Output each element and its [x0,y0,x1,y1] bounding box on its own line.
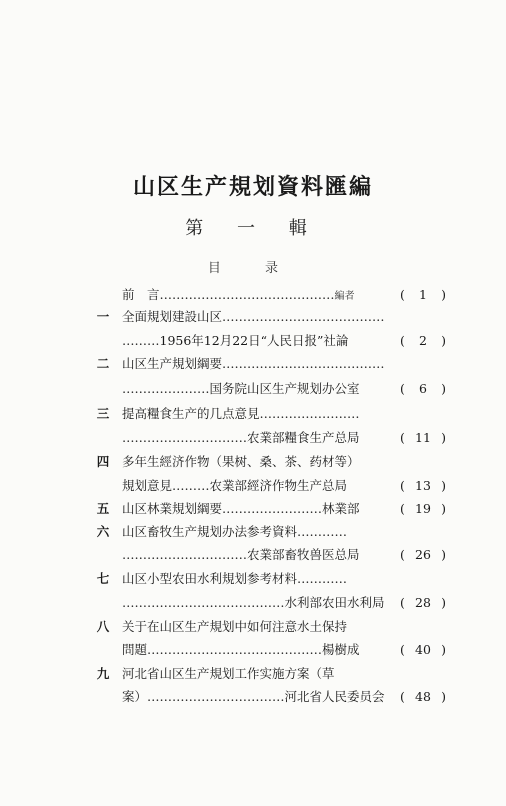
toc-entry-text: 山区小型农田水利規划参考材料………… [122,571,348,586]
toc-entry-page: ( 1 ) [400,284,446,306]
toc-entry-text: 关于在山区生产規划中如何注意水土保持 [122,619,348,634]
toc-entry-text: 全面規划建設山区………………………………… [122,309,385,324]
toc-entry-page: ( 28 ) [400,592,446,614]
toc-entry-number: 五 [96,501,110,516]
book-title: 山区生产規划資料匯編 [132,175,373,200]
toc-entry-page: ( 6 ) [400,378,446,400]
toc-entry-text: 前 言……………………………………編者 [122,287,355,302]
toc-entry-text: 山区林業規划綱要……………………林業部 [122,501,360,516]
toc-entry-text: …………………国务院山区生产规划办公室 [122,381,360,396]
toc-entry-text: ………1956年12月22日“人民日报”社論 [122,333,349,348]
toc-entry-text: 案）……………………………河北省人民委员会 [122,689,385,704]
toc-entry-page: ( 19 ) [400,498,446,520]
toc-entry-text: 河北省山区生产規划工作实施方案（草 [122,666,335,681]
toc-entry-source: 編者 [334,291,355,302]
toc-entry-number: 六 [96,524,110,539]
toc-entry-page: ( 2 ) [400,330,446,352]
volume-label: 第 一 輯 [185,218,321,239]
toc-entry-page: ( 11 ) [400,427,446,449]
toc-entry-page: ( 26 ) [400,544,446,566]
toc-entry-text: 山区畜牧生产規划办法参考資料………… [122,524,348,539]
toc-entry-number: 八 [96,619,110,634]
toc-entry-page: ( 40 ) [400,639,446,661]
toc-heading: 目 录 [207,261,299,276]
toc-entry-text: 山区生产規划綱要………………………………… [122,356,385,371]
toc-entry-page: ( 13 ) [400,475,446,497]
toc-entry-number: 四 [96,454,110,469]
toc-entry-text: 規划意見………农業部經济作物生产总局 [122,478,348,493]
toc-entry-text: 提高糧食生产的几点意見…………………… [122,406,360,421]
toc-entry-text: …………………………农業部畜牧兽医总局 [122,547,360,562]
toc-entry-page: ( 48 ) [400,686,446,708]
toc-entry-number: 一 [96,309,110,324]
toc-entry-number: 三 [96,406,110,421]
toc-entry-text: …………………………农業部糧食生产总局 [122,430,360,445]
toc-entry-number: 九 [96,666,110,681]
toc-entry-text: 多年生經济作物（果树、桑、茶、药材等） [122,454,360,469]
toc-entry-text: …………………………………水利部农田水利局 [122,595,385,610]
toc-entry-text: 問題……………………………………楊樹成 [122,642,360,657]
toc-entry-number: 二 [96,356,110,371]
toc-entry-number: 七 [96,571,110,586]
